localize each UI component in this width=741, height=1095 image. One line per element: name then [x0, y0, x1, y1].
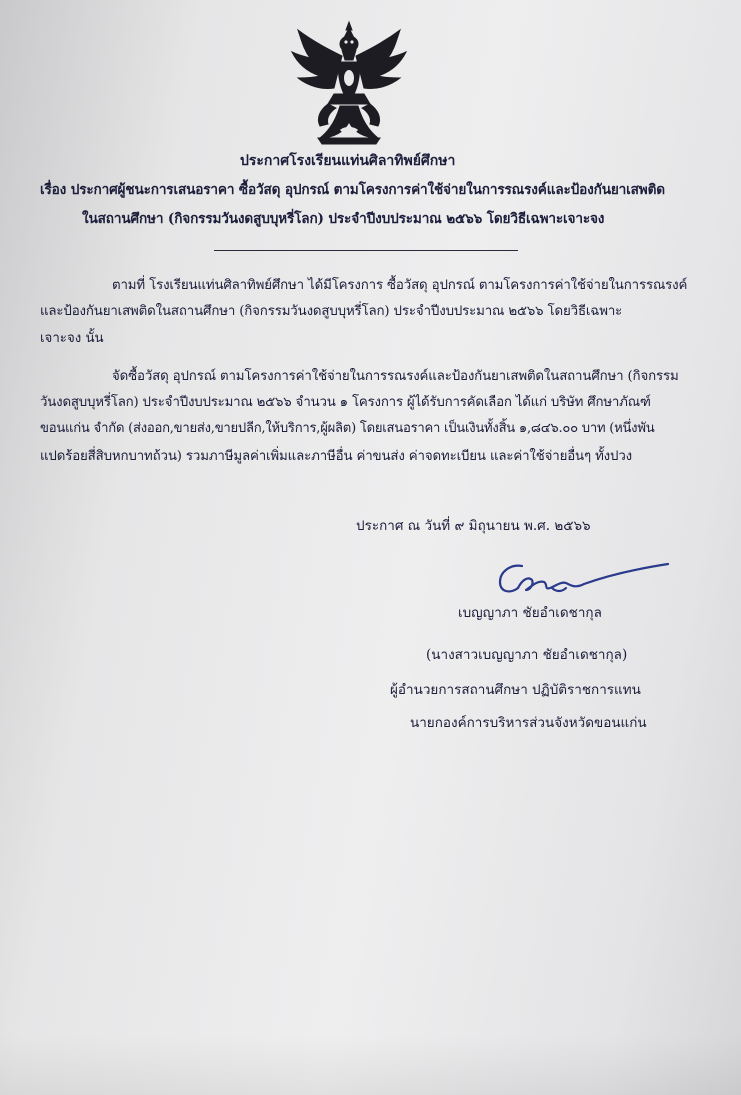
handwritten-signature [492, 558, 672, 602]
announcement-date: ประกาศ ณ วันที่ ๙ มิถุนายน พ.ศ. ๒๕๖๖ [356, 518, 591, 534]
paragraph-1-line-2: และป้องกันยาเสพติดในสถานศึกษา (กิจกรรมวันงดสูบบุหรี่โลก) ประจำปีงบประมาณ ๒๕๖๖ โดยวิธีเฉพาะ [40, 304, 623, 319]
page-shadow [0, 1035, 741, 1095]
subject-line-2: ในสถานศึกษา (กิจกรรมวันงดสูบบุหรี่โลก) ประจำปีงบประมาณ ๒๕๖๖ โดยวิธีเฉพาะเจาะจง [82, 211, 605, 227]
signatory-position-1: ผู้อำนวยการสถานศึกษา ปฏิบัติราชการแทน [390, 682, 641, 698]
paragraph-2-line-2: วันงดสูบบุหรี่โลก) ประจำปีงบประมาณ ๒๕๖๖ จำนวน ๑ โครงการ ผู้ได้รับการคัดเลือก ได้แก่ บริษัท ศึกษาภัณฑ์ [40, 395, 651, 410]
signatory-position-2: นายกองค์การบริหารส่วนจังหวัดขอนแก่น [410, 715, 647, 731]
signatory-full-name: (นางสาวเบญญาภา ชัยอำเดชากุล) [426, 647, 628, 663]
garuda-emblem-icon [290, 20, 408, 146]
paragraph-1-line-1: ตามที่ โรงเรียนแท่นศิลาทิพย์ศึกษา ได้มีโครงการ ซื้อวัสดุ อุปกรณ์ ตามโครงการค่าใช้จ่ายในการรณรงค์ [112, 278, 688, 293]
subject-line-1: เรื่อง ประกาศผู้ชนะการเสนอราคา ซื้อวัสดุ อุปกรณ์ ตามโครงการค่าใช้จ่ายในการรณรงค์และป้องกันยาเสพติด [40, 182, 665, 198]
signatory-signed-name: เบญญาภา ชัยอำเดชากุล [458, 605, 602, 621]
paragraph-1-line-3: เจาะจง นั้น [40, 331, 104, 346]
paragraph-2-line-3: ขอนแก่น จำกัด (ส่งออก,ขายส่ง,ขายปลีก,ให้บริการ,ผู้ผลิต) โดยเสนอราคา เป็นเงินทั้งสิ้น ๑,๘๔๖.๐๐ บาท (หนึ่งพัน [40, 421, 655, 436]
paragraph-2-line-1: จัดซื้อวัสดุ อุปกรณ์ ตามโครงการค่าใช้จ่ายในการรณรงค์และป้องกันยาเสพติดในสถานศึกษา (กิจกรรม [112, 369, 679, 384]
school-announcement-title: ประกาศโรงเรียนแท่นศิลาทิพย์ศึกษา [240, 153, 456, 169]
paragraph-2-line-4: แปดร้อยสี่สิบหกบาทถ้วน) รวมภาษีมูลค่าเพิ่มและภาษีอื่น ค่าขนส่ง ค่าจดทะเบียน และค่าใช้จ่ายอื่นๆ ทั้งปวง [40, 449, 632, 464]
header-divider [214, 250, 518, 251]
